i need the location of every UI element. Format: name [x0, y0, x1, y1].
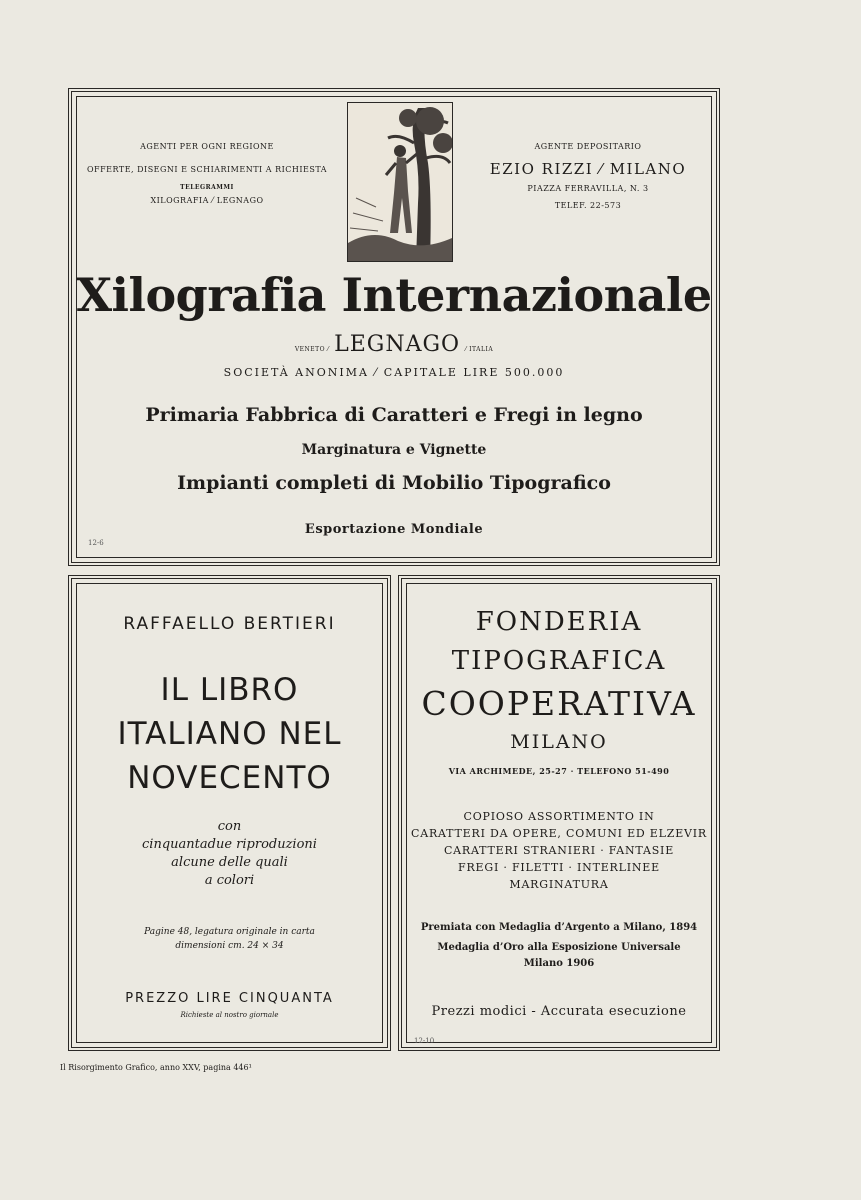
foundry-slogan: Prezzi modici - Accurata esecuzione [431, 1004, 687, 1019]
location-city: LEGNAGO [334, 332, 461, 357]
offer-line-3: CARATTERI STRANIERI · FANTASIE [443, 844, 675, 857]
book-desc-line-1: con [217, 819, 242, 834]
agent-name: EZIO RIZZI ⁄ MILANO [489, 160, 687, 178]
telegram-address: XILOGRAFIA ⁄ LEGNAGO [150, 196, 264, 205]
foundry-name-line-2: TIPOGRAFICA [451, 646, 667, 676]
foundry-name-line-1: FONDERIA [475, 607, 643, 637]
company-capital: SOCIETÀ ANONIMA ⁄ CAPITALE LIRE 500.000 [223, 366, 565, 379]
book-price: PREZZO LIRE CINQUANTA [125, 991, 334, 1006]
book-title-line-3: NOVECENTO [127, 760, 332, 796]
advert-code: 12-10 [414, 1037, 435, 1045]
product-line-2: Marginatura e Vignette [301, 442, 487, 458]
advert-bertieri [68, 575, 391, 1051]
award-line-2: Medaglia d’Oro alla Esposizione Universale [437, 942, 681, 953]
export-line: Esportazione Mondiale [304, 522, 484, 537]
location-line [72, 332, 716, 357]
location-region: VENETO ⁄ [294, 346, 329, 353]
book-desc-line-4: a colori [204, 873, 255, 888]
award-line-1: Premiata con Medaglia d’Argento a Milano, 1894 [420, 922, 698, 933]
foundry-name-line-3: COOPERATIVA [421, 684, 697, 723]
author-name: RAFFAELLO BERTIERI [123, 614, 336, 634]
advert-border [76, 583, 383, 1043]
book-order-note: Richieste al nostro giornale [180, 1011, 279, 1019]
product-line-1: Primaria Fabbrica di Caratteri e Fregi in legno [145, 404, 643, 426]
product-line-3: Impianti completi di Mobilio Tipografico [177, 472, 611, 494]
advert-code: 12-6 [88, 539, 104, 547]
award-line-3: Milano 1906 [523, 958, 595, 969]
offer-line-1: COPIOSO ASSORTIMENTO IN [463, 810, 655, 823]
woodcut-illustration-icon [347, 102, 453, 262]
offers-line: OFFERTE, DISEGNI E SCHIARIMENTI A RICHIESTA [86, 165, 328, 174]
location-country: ⁄ ITALIA [465, 346, 494, 353]
offer-line-5: MARGINATURA [509, 878, 609, 891]
book-desc-line-3: alcune delle quali [171, 855, 288, 870]
agent-address: PIAZZA FERRAVILLA, N. 3 [527, 184, 649, 193]
foundry-address: VIA ARCHIMEDE, 25-27 · TELEFONO 51-490 [448, 766, 670, 776]
company-title: Xilografia Internazionale [76, 268, 712, 322]
book-detail-line-1: Pagine 48, legatura originale in carta [144, 927, 315, 937]
advert-xilografia [68, 88, 720, 566]
agents-line: AGENTI PER OGNI REGIONE [140, 142, 274, 151]
book-detail-line-2: dimensioni cm. 24 × 34 [175, 941, 284, 951]
telegrams-label: TELEGRAMMI [180, 184, 234, 191]
foundry-city: MILANO [510, 731, 608, 753]
page-footer: Il Risorgimento Grafico, anno XXV, pagina 446¹ [60, 1063, 252, 1072]
book-title-line-1: IL LIBRO [160, 672, 299, 708]
agent-depositary-label: AGENTE DEPOSITARIO [534, 142, 642, 151]
offer-line-2: CARATTERI DA OPERE, COMUNI ED ELZEVIR [411, 827, 707, 840]
book-title-line-2: ITALIANO NEL [117, 716, 342, 752]
agent-phone: TELEF. 22-573 [554, 201, 622, 210]
book-desc-line-2: cinquantadue riproduzioni [142, 837, 317, 852]
advert-fonderia [398, 575, 720, 1051]
offer-line-4: FREGI · FILETTI · INTERLINEE [458, 861, 660, 874]
